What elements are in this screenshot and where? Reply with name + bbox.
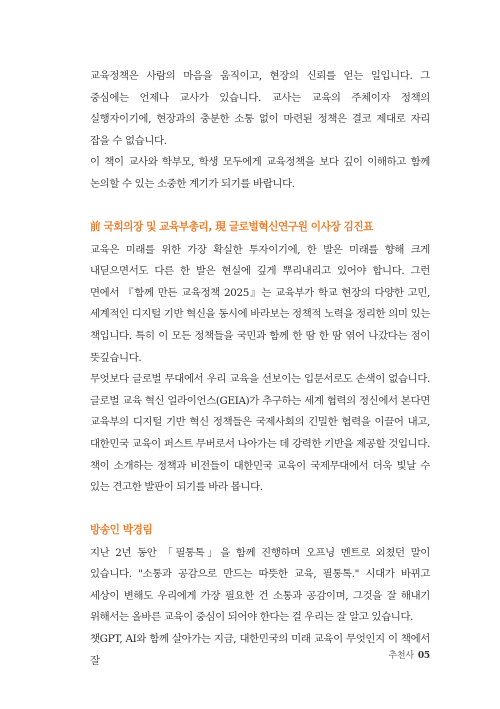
recommender-heading: 前 국회의장 및 교육부총리, 現 글로벌혁신연구원 이사장 김진표 bbox=[90, 220, 374, 233]
page-number: 05 bbox=[417, 651, 430, 661]
recommendation-section-park bbox=[90, 521, 430, 673]
recommender-heading: 방송인 박경림 bbox=[90, 523, 153, 536]
body-paragraph: 지난 2년 동안 「필통톡」을 함께 진행하며 오프닝 멘트로 외쳤던 말이 있습니다. "소통과 공감으로 만드는 따뜻한 교육, 필통톡." 시대가 바뀌고 세상이 변해도 우리에게 가장 필요한 건 소통과 공감이며, 그것을 잘 해내기 위해서는 올바른 교육이 중심이 되어야 한다는 걸 우리는 잘 알고 있습니다. bbox=[90, 546, 430, 624]
body-paragraph: 챗GPT, AI와 함께 살아가는 지금, 대한민국의 미래 교육이 무엇인지 이 책에서 잘 bbox=[90, 633, 430, 667]
page-footer bbox=[388, 648, 430, 661]
recommendation-content bbox=[90, 66, 430, 672]
body-paragraph: 무엇보다 글로벌 무대에서 우리 교육을 선보이는 입문서로도 손색이 없습니다. 글로벌 교육 혁신 얼라이언스(GEIA)가 추구하는 세계 협력의 정신에서 본다면 교육부의 디지털 기반 혁신 정책들은 국제사회의 긴밀한 협력을 이끌어 내고, 대한민국 교육이 퍼스트 무버로서 나아가는 데 강력한 기반을 제공할 것입니다. 책이 소개하는 정책과 비전들이 대한민국 교육이 국제무대에서 더욱 빛날 수 있는 견고한 발판이 되기를 바라 봅니다. bbox=[90, 373, 430, 494]
body-paragraph: 교육정책은 사람의 마음을 움직이고, 현장의 신뢰를 얻는 일입니다. 그 중심에는 언제나 교사가 있습니다. 교사는 교육의 주체이자 정책의 실행자이기에, 현장과의 충분한 소통 없이 마련된 정책은 결코 제대로 자리 잡을 수 없습니다. bbox=[90, 70, 430, 147]
body-paragraph: 교육은 미래를 위한 가장 확실한 투자이기에, 한 발은 미래를 향해 크게 내딛으면서도 다른 한 발은 현실에 깊게 뿌리내리고 있어야 합니다. 그런 면에서 『함께 만든 교육정책 2025』는 교육부가 학교 현장의 다양한 고민, 세계적인 디지털 기반 혁신을 동시에 바라보는 정책적 노력을 정리한 의미 있는 책입니다. 특히 이 모든 정책들을 국민과 함께 한 땀 한 땀 엮어 나갔다는 점이 뜻깊습니다. bbox=[90, 243, 430, 364]
footer-section-label: 추천사 bbox=[388, 651, 414, 661]
recommendation-section-kim bbox=[90, 218, 430, 499]
body-paragraph: 이 책이 교사와 학부모, 학생 모두에게 교육정책을 보다 깊이 이해하고 함께 논의할 수 있는 소중한 계기가 되기를 바랍니다. bbox=[90, 156, 430, 190]
intro-section bbox=[90, 66, 430, 196]
